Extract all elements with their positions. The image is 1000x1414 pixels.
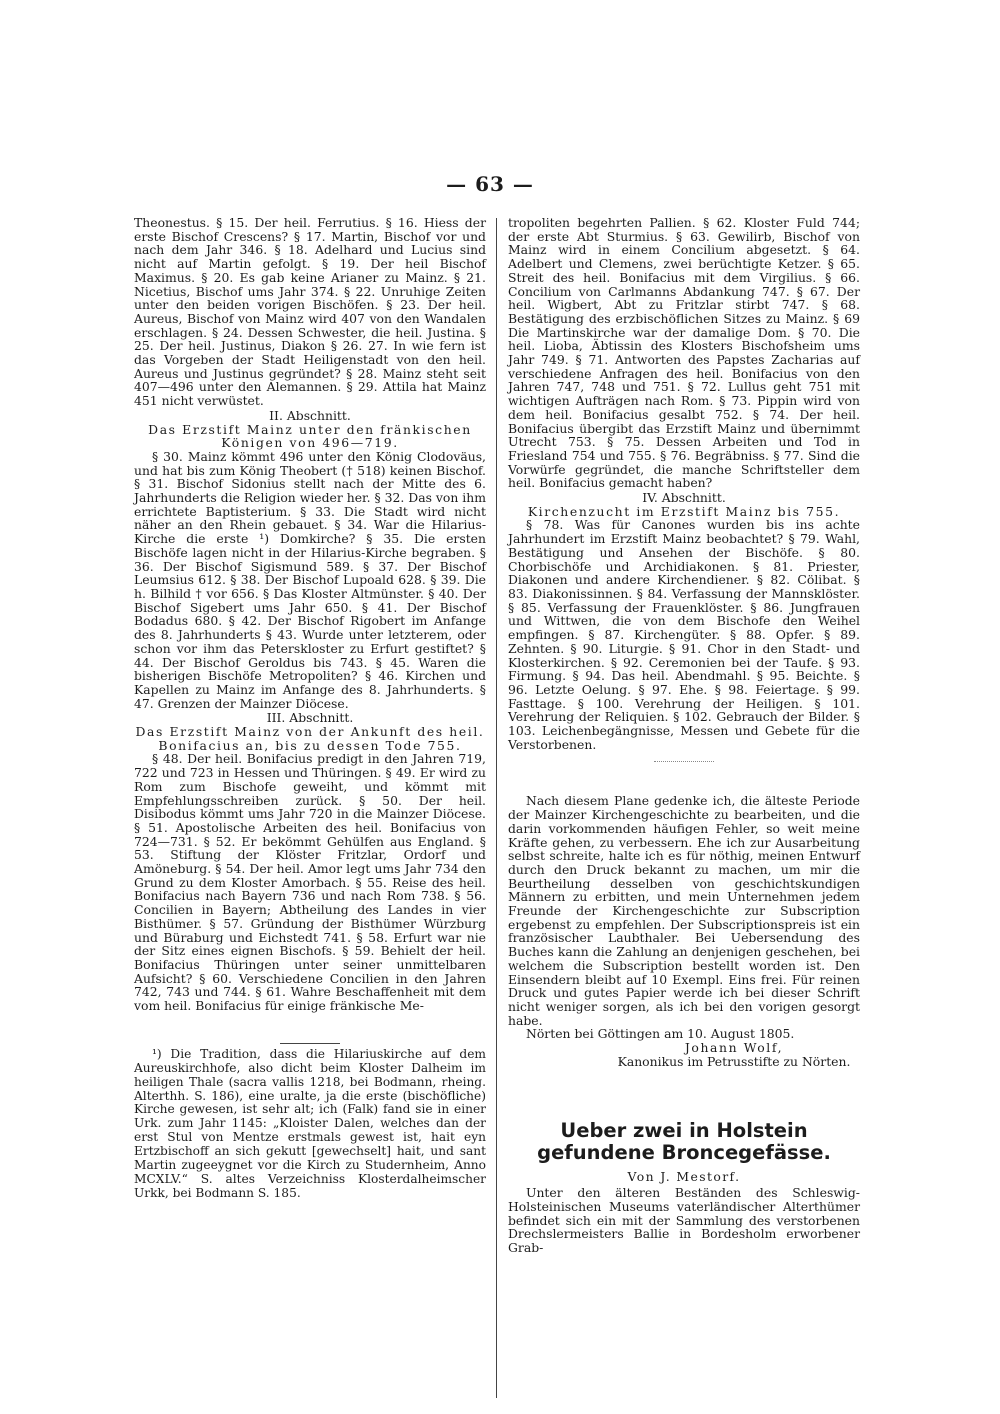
table-of-contents-part-1: Theonestus. § 15. Der heil. Ferrutius. § 16. Hiess der erste Bischof Crescens? § 17. Martin, Bischof vor und nach dem Jahr 346. § 18. Adelhard und Lucius sind nicht auf Martin gefolgt. § 19. Der heil Bischof Maximus. § 20. Es gab keine Arianer zu Mainz. § 21. Nicetius, Bischof ums Jahr 374. § 22. Unruhige Zeiten unter den beiden vorigen Bischöfen. § 23. Der heil. Aureus, Bischof von Mainz wird 407 von den Wandalen erschlagen. § 24. Dessen Schwester, die heil. Justina. § 25. Der heil. Justinus, Diakon § 26. 27. In wie fern ist das Vorgeben der Stadt Heiligenstadt von den heil. Aureus und Justinus gegründet? § 28. Mainz steht seit 407—496 unter den Alemannen. § 29. Attila hat Mainz 451 nicht verwüstet. (134, 215, 486, 409)
dateline: Nörten bei Göttingen am 10. August 1805. (526, 1026, 795, 1042)
section-separator (654, 761, 714, 762)
column-divider (496, 218, 497, 1398)
section-contents: § 30. Mainz kömmt 496 unter den König Clodoväus, und hat bis zum König Theobert († 518) keinen Bischof. § 31. Bischof Sidonius stellt nach der Mitte des 6. Jahrhunderts die Religion wieder her. § 32. Das von ihm errichtete Baptisterium. § 33. Die Stadt wird nicht näher an den Rhein gebauet. § 34. War die Hilarius-Kirche die erste ¹) Domkirche? § 35. Die ersten Bischöfe lagen nicht in der Hilarius-Kirche begraben. § 36. Der Bischof Sigismund 589. § 37. Der Bischof Leumsius 612. § 38. Der Bischof Lupoald 628. § 39. Die h. Bilhild † vor 656. § Das Kloster Altmünster. § 40. Der Bischof Sigebert ums Jahr 650. § 41. Der Bischof Bodadus 680. § 42. Der Bischof Rigobert im Anfange des 8. Jahrhunderts § 43. Wurde unter letzterem, oder schon vor ihm das Peterskloster zu Erfurt gestiftet? § 44. Der Bischof Geroldus bis 743. § 45. Waren die bisherigen Bischöfe Metropoliten? § 46. Kirchen und Kapellen zu Mainz im Anfange des 8. Jahrhunderts. § 47. Grenzen der Mainzer Diöcese. (134, 448, 486, 711)
table-of-contents-part-2: tropoliten begehrten Pallien. § 62. Kloster Fuld 744; der erste Abt Sturmius. § 63. Gewilirb, Bischof von Mainz wird in einem Concilium abgesetzt. § 64. Adelbert und Clemens, zwei berüchtigte Ketzer. § 65. Streit des heil. Bonifacius mit dem Virgilius. § 66. Concilium von Carlmanns Abdankung 747. § 67. Der heil. Wigbert, Abt zu Fritzlar stirbt 747. § 68. Bestätigung des erzbischöflichen Sitzes zu Mainz. § 69 Die Martinskirche war der damalige Dom. § 70. Die heil. Lioba, Äbtissin des Klosters Bischofsheim ums Jahr 749. § 71. Antworten des Papstes Zacharias auf verschiedene Anfragen des heil. Bonifacius von den Jahren 747, 748 und 751. § 72. Lullus geht 751 mit wichtigen Aufträgen nach Rom. § 73. Pippin wird von dem heil. Bonifacius gesalbt 752. § 74. Der heil. Bonifacius übergibt das Erzstift Mainz und übernimmt Utrecht 753. § 75. Dessen Arbeiten und Tod in Friesland 754 und 755. § 76. Begräbniss. § 77. Sind die Vorwürfe gegründet, die manche Schriftsteller dem heil. Bonifacius gemacht haben? (508, 215, 860, 491)
footnote-rule (280, 1043, 340, 1044)
article-author: Von J. Mestorf. (627, 1169, 741, 1185)
section-heading-number: II. Abschnitt. (269, 407, 351, 423)
left-column (134, 216, 486, 1201)
section-heading-title: Kirchenzucht im Erzstift Mainz bis 755. (527, 503, 841, 519)
section-heading-title: Das Erzstift Mainz von der Ankunft des heil. Bonifacius an, bis zu dessen Tode 755. (135, 724, 485, 753)
signature-name: Johann Wolf, (684, 1040, 784, 1056)
section-contents: § 48. Der heil. Bonifacius predigt in den Jahren 719, 722 und 723 in Hessen und Thüringen. § 49. Er wird zu Rom zum Bischofe geweiht, und kömmt mit Empfehlungsschreiben zurück. § 50. Der heil. Disibodus kömmt ums Jahr 720 in die Mainzer Diöcese. § 51. Apostolische Arbeiten des heil. Bonifacius von 724—731. § 52. Er bekömmt Gehülfen aus England. § 53. Stiftung der Klöster Fritzlar, Ordorf und Amöneburg. § 54. Der heil. Amor legt ums Jahr 734 den Grund zu dem Kloster Amorbach. § 55. Reise des heil. Bonifacius nach Bayern 736 und nach Rom 738. § 56. Concilien in Bayern; Abtheilung des Landes in vier Bisthümer. § 57. Gründung der Bisthümer Würzburg und Büraburg und Eichstedt 741. § 58. Erfurt war nie der Sitz eines eignen Bischofs. § 59. Behielt der heil. Bonifacius Thüringen unter seiner unmittelbaren Aufsicht? § 60. Verschiedene Concilien in den Jahren 742, 743 und 744. § 61. Wahre Beschaffenheit mit dem vom heil. Bonifacius für einige fränkische Me- (134, 751, 486, 1014)
section-contents: § 78. Was für Canones wurden bis ins achte Jahrhundert im Erzstift Mainz beobachtet? § 79. Wahl, Bestätigung und Ansehen der Bischöfe. § 80. Chorbischöfe und Archidiakonen. § 81. Priester, Diakonen und andere Kirchendiener. § 82. Cölibat. § 83. Diakonissinnen. § 84. Verfassung der Mannsklöster. § 85. Verfassung der Frauenklöster. § 86. Jungfrauen und Wittwen, die von dem Bischofe den Weihel empfingen. § 87. Kirchengüter. § 88. Opfer. § 89. Zehnten. § 90. Liturgie. § 91. Chor in den Stadt- und Klosterkirchen. § 92. Ceremonien bei der Taufe. § 93. Firmung. § 94. Das heil. Abendmahl. § 95. Beichte. § 96. Letzte Oelung. § 97. Ehe. § 98. Feiertage. § 99. Fasttage. § 100. Verehrung der Heiligen. § 101. Verehrung der Reliquien. § 102. Gebrauch der Bilder. § 103. Leichenbegängnisse, Messen und Gebete für die Verstorbenen. (508, 517, 860, 752)
section-heading-number: IV. Abschnitt. (642, 490, 726, 506)
article-body: Unter den älteren Beständen des Schleswig-Holsteinischen Museums vaterländischer Alterthümer befindet sich ein mit der Sammlung des verstorbenen Drechslermeisters Ballie in Bordesholm erworbener Grab- (508, 1185, 860, 1255)
signature-title: Kanonikus im Petrusstifte zu Nörten. (617, 1053, 851, 1069)
section-heading-number: III. Abschnitt. (266, 710, 354, 726)
section-heading-title: Das Erzstift Mainz unter den fränkischen Königen von 496—719. (148, 421, 472, 451)
right-column (508, 216, 860, 1255)
page-number: — 63 — (446, 172, 534, 196)
subscription-notice: Nach diesem Plane gedenke ich, die älteste Periode der Mainzer Kirchengeschichte zu bearbeiten, und die darin vorkommenden häufigen Fehler, so weit meine Kräfte gehen, zu verbessern. Ehe ich zur Ausarbeitung selbst schreite, halte ich es für nöthig, meinen Entwurf durch den Druck bekannt zu machen, um mir die Beurtheilung desselben von geschichtskundigen Männern zu erbitten, und mein Unternehmen jedem Freunde der Kirchengeschichte zur Subscription ergebenst zu empfehlen. Der Subscriptionspreis ist ein französischer Laubthaler. Bei Uebersendung des Buches kann die Zahlung an denjenigen geschehen, bei welchem die Subscription bestellt worden ist. Den Einsendern bleibt auf 10 Exempl. Eins frei. Für reinen Druck und gutes Papier werde ich bei dieser Schrift nicht weniger sorgen, als ich bei den vorigen gesorgt habe. (508, 793, 860, 1028)
spacer (508, 772, 860, 794)
footnote: ¹) Die Tradition, dass die Hilariuskirche auf dem Aureuskirchhofe, also dicht beim Kloster Dalheim im heiligen Thale (sacra vallis 1218, bei Bodmann, rheing. Alterthh. S. 186), eine uralte, ja die erste (bischöfliche) Kirche gewesen, ist sehr alt; ich (Falk) fand sie in einer Urk. zum Jahr 1145: „Kloister Dalen, welches dan der erst Stul von Mentze erstmals gewest ist, hait eyn Ertzbischoff an sich gekutt [gewechselt] hait, und sant Martin zugeeygnet vor die Kirch zu Studernheim, Anno MCXLV.“ S. altes Verzeichniss Klosterdalheimscher Urkk, bei Bodmann S. 185. (134, 1046, 486, 1200)
article-title: Ueber zwei in Holstein gefundene Broncegefässe. (537, 1119, 831, 1165)
